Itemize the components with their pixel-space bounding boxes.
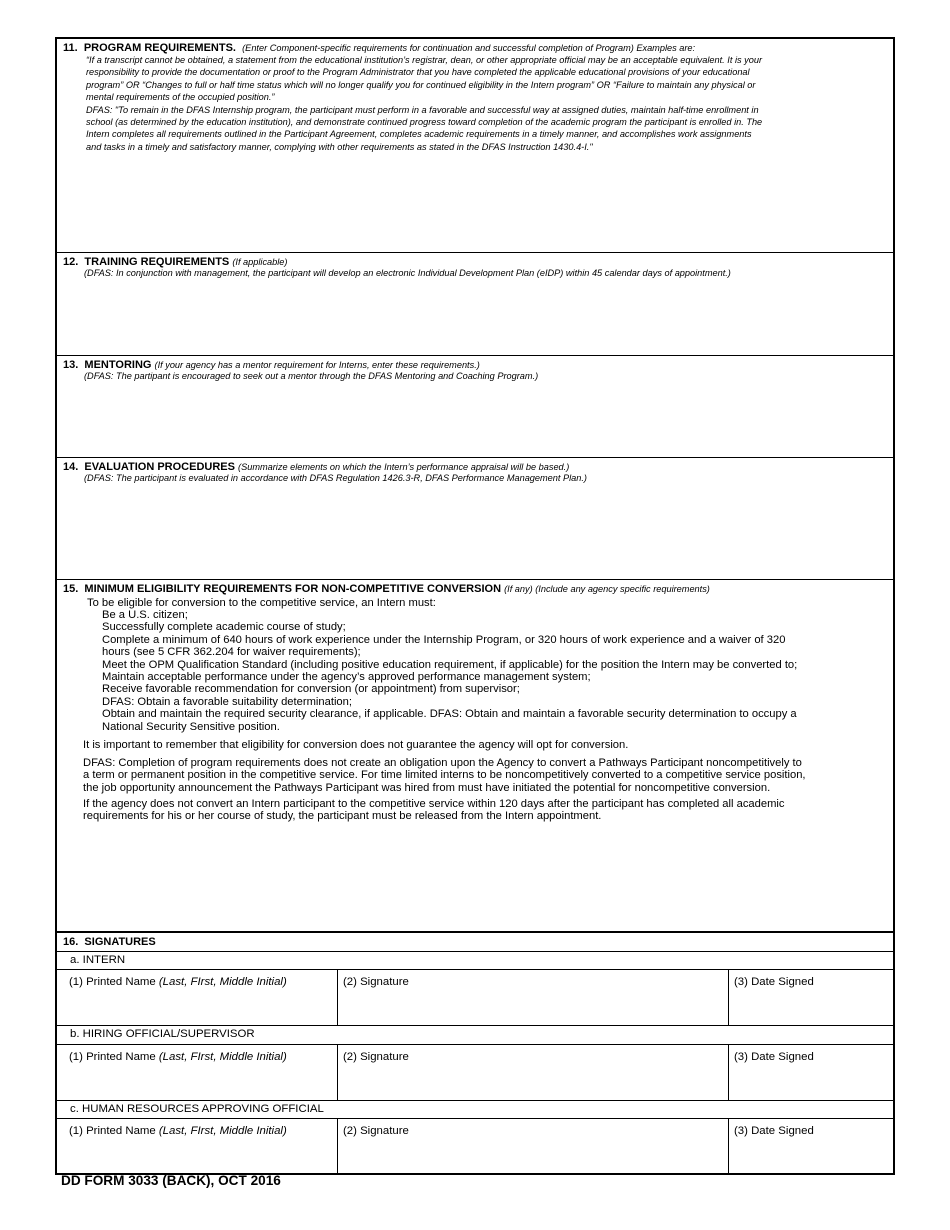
section-13-note: (DFAS: The partipant is encouraged to seek out a mentor through the DFAS Mentoring and Coaching Program.) [84, 371, 539, 381]
section-11-line: and tasks in a timely and satisfactory manner, complying with other requirements as stated in the DFAS Instruction 1430.4-I." [86, 141, 593, 152]
intern-date-signed-field[interactable] [729, 970, 893, 1025]
section-16-title-wrap [63, 936, 156, 948]
section-15-number: 15. [63, 583, 79, 595]
section-15-requirements-list [102, 609, 892, 733]
requirement-item: Meet the OPM Qualification Standard (including positive education requirement, if applicable) for the position the Intern may be converted to; [102, 658, 798, 671]
section-16-number: 16. [63, 936, 79, 948]
hr-official-signature-row [57, 1119, 893, 1173]
section-15-paragraph-3 [83, 798, 891, 823]
section-15-title: MINIMUM ELIGIBILITY REQUIREMENTS FOR NON-COMPETITIVE CONVERSION [84, 583, 502, 595]
section-11-title: PROGRAM REQUIREMENTS. [83, 42, 236, 54]
section-11-examples [86, 54, 891, 153]
hr-official-signature-field[interactable] [338, 1119, 729, 1173]
section-11-line: mental requirements of the occupied position.” [86, 92, 275, 103]
section-11-line: DFAS: "To remain in the DFAS Internship program, the participant must perform in a favorable and successful way at assigned duties, maintain half-time enrollment in [86, 104, 759, 115]
printed-name-label [69, 1125, 287, 1137]
section-11-line: Intern completes all requirements outlined in the Participant Agreement, completes academic requirements in a timely manner, and accomplishes work assignments [86, 129, 752, 140]
section-15-paragraph-1: It is important to remember that eligibility for conversion does not guarantee the agency will opt for conversion. [83, 739, 629, 751]
form-page [55, 37, 895, 1175]
section-12-title: TRAINING REQUIREMENTS [84, 256, 230, 268]
section-13-title: MENTORING [84, 359, 152, 371]
section-11-line: program” OR “Changes to full or half time status which will no longer qualify you for continued eligibility in the Intern program” OR “Failure to maintain any physical or [86, 79, 756, 90]
paragraph-3-line: If the agency does not convert an Intern participant to the competitive service within 120 days after the participant has completed all academic [83, 798, 785, 810]
signature-label: (2) Signature [343, 1125, 409, 1137]
signature-label: (2) Signature [343, 976, 409, 988]
section-11-program-requirements [57, 39, 893, 253]
section-15-conversion-requirements [57, 580, 893, 933]
section-11-header [63, 42, 695, 54]
section-11-line: responsibility to provide the documentation or proof to the Program Administrator that you have completed the applicable educational provisions of your educational [86, 67, 750, 78]
section-14-number: 14. [63, 461, 79, 473]
section-14-title: EVALUATION PROCEDURES [84, 461, 235, 473]
section-14-hint: (Summarize elements on which the Intern’s performance appraisal will be based.) [238, 462, 570, 472]
section-12-number: 12. [63, 256, 79, 268]
intern-printed-name-field[interactable] [57, 970, 338, 1025]
section-12-note: (DFAS: In conjunction with management, the participant will develop an electronic Individual Development Plan (eIDP) within 45 calendar days of appointment.) [84, 268, 731, 278]
section-16-title: SIGNATURES [84, 936, 156, 948]
form-footer: DD FORM 3033 (BACK), OCT 2016 [61, 1173, 281, 1188]
section-14-note: (DFAS: The participant is evaluated in accordance with DFAS Regulation 1426.3-R, DFAS Performance Management Plan.) [84, 473, 587, 483]
section-16-header [57, 933, 893, 952]
printed-name-text: (1) Printed Name [69, 1051, 159, 1063]
section-13-number: 13. [63, 359, 79, 371]
hiring-official-signature-field[interactable] [338, 1045, 729, 1100]
printed-name-label [69, 1051, 287, 1063]
section-12-hint: (If applicable) [232, 257, 288, 267]
hiring-official-date-signed-field[interactable] [729, 1045, 893, 1100]
section-11-line: “If a transcript cannot be obtained, a statement from the educational institution’s registrar, dean, or other appropriate official may be an acceptable equivalent. It is your [86, 55, 763, 65]
hiring-official-label-row [57, 1026, 893, 1045]
hiring-official-label: b. HIRING OFFICIAL/SUPERVISOR [70, 1028, 255, 1040]
requirement-item: hours (see 5 CFR 362.204 for waiver requirements); [102, 646, 361, 659]
requirement-item: National Security Sensitive position. [102, 720, 280, 733]
printed-name-hint: (Last, FIrst, Middle Initial) [158, 976, 287, 988]
intern-label: a. INTERN [70, 954, 126, 966]
section-14-evaluation-procedures [57, 458, 893, 580]
printed-name-hint: (Last, FIrst, Middle Initial) [158, 1051, 287, 1063]
requirement-item: Obtain and maintain the required security clearance, if applicable. DFAS: Obtain and maintain a favorable security determination to occupy a [102, 708, 797, 721]
date-signed-label: (3) Date Signed [734, 1051, 814, 1063]
hr-official-printed-name-field[interactable] [57, 1119, 338, 1173]
requirement-item: Be a U.S. citizen; [102, 609, 188, 621]
section-15-intro: To be eligible for conversion to the competitive service, an Intern must: [87, 597, 436, 609]
printed-name-label [69, 976, 287, 988]
requirement-item: Successfully complete academic course of study; [102, 621, 346, 634]
hiring-official-printed-name-field[interactable] [57, 1045, 338, 1100]
section-11-hint: (Enter Component-specific requirements for continuation and successful completion of Program) Examples are: [242, 43, 696, 53]
hr-official-date-signed-field[interactable] [729, 1119, 893, 1173]
date-signed-label: (3) Date Signed [734, 976, 814, 988]
paragraph-2-line: DFAS: Completion of program requirements does not create an obligation upon the Agency to convert a Pathways Participant noncompetitively to [83, 757, 802, 769]
requirement-item: Maintain acceptable performance under the agency’s approved performance management system; [102, 671, 591, 684]
intern-signature-field[interactable] [338, 970, 729, 1025]
requirement-item: Complete a minimum of 640 hours of work experience under the Internship Program, or 320 hours of work experience and a waiver of 320 [102, 633, 786, 646]
printed-name-text: (1) Printed Name [69, 976, 159, 988]
printed-name-hint: (Last, FIrst, Middle Initial) [158, 1125, 287, 1137]
intern-signature-row [57, 970, 893, 1026]
requirement-item: DFAS: Obtain a favorable suitability determination; [102, 695, 352, 708]
paragraph-2-line: a term or permanent position in the competitive service. For time limited interns to be noncompetitively converted to a competitive service position, [83, 769, 806, 782]
signature-label: (2) Signature [343, 1051, 409, 1063]
section-12-training-requirements [57, 253, 893, 356]
paragraph-3-line: requirements for his or her course of study, the participant must be released from the Intern appointment. [83, 810, 602, 823]
section-13-mentoring [57, 356, 893, 458]
section-11-line: school (as determined by the education institution), and demonstrate continued progress toward completion of the academic program the participant is enrolled in. The [86, 117, 763, 128]
hr-official-label-row [57, 1101, 893, 1119]
section-15-header [63, 583, 710, 595]
hiring-official-signature-row [57, 1045, 893, 1101]
hr-official-label: c. HUMAN RESOURCES APPROVING OFFICIAL [70, 1103, 324, 1115]
section-13-hint: (If your agency has a mentor requirement for Interns, enter these requirements.) [154, 360, 480, 370]
printed-name-text: (1) Printed Name [69, 1125, 159, 1137]
date-signed-label: (3) Date Signed [734, 1125, 814, 1137]
section-15-hint: (If any) (Include any agency specific requirements) [504, 584, 710, 594]
section-15-paragraph-2 [83, 757, 891, 794]
requirement-item: Receive favorable recommendation for conversion (or appointment) from supervisor; [102, 683, 520, 696]
section-11-number: 11. [63, 42, 78, 54]
intern-label-row [57, 952, 893, 970]
paragraph-2-line: the job opportunity announcement the Pathways Participant was hired from must have initiated the potential for noncompetitive conversion. [83, 781, 771, 794]
